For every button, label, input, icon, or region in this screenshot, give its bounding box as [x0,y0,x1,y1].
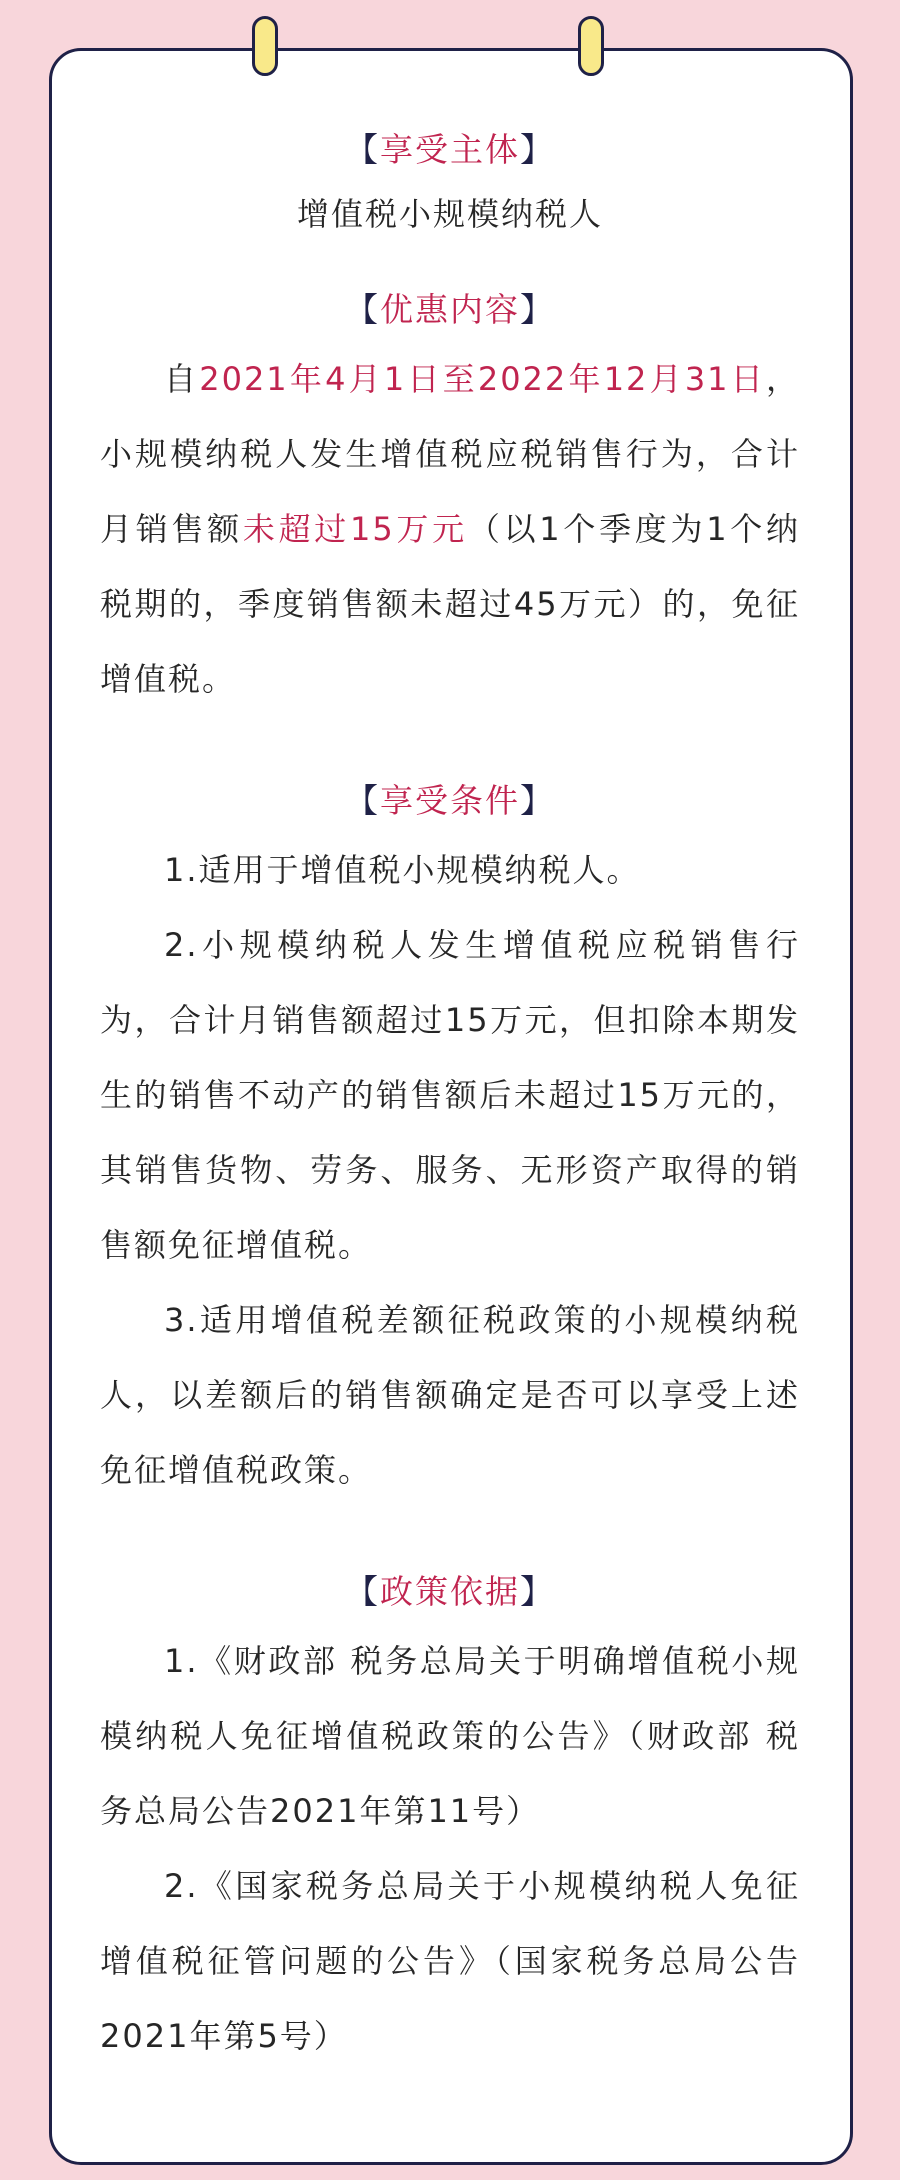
section-title-conditions: 享受条件 [380,781,520,820]
basis-item-2: 2.《国家税务总局关于小规模纳税人免征增值税征管问题的公告》（国家税务总局公告2021年第5号） [100,1867,800,2055]
basis-item-1: 1.《财政部 税务总局关于明确增值税小规模纳税人免征增值税政策的公告》（财政部 税务总局公告2021年第11号） [100,1642,800,1830]
content-text-b: ，小规模纳税人发生增值税应税销售行为，合计月销售额 [100,360,800,548]
section-title-content: 优惠内容 [380,290,520,329]
section-title-basis: 政策依据 [380,1572,520,1611]
content-date-range: 2021年4月1日至2022年12月31日 [199,360,766,398]
content-text-a: 自 [164,360,200,398]
section-title-subject: 享受主体 [380,130,520,169]
binder-clip-right [578,16,604,76]
content-sales-limit: 未超过15万元 [242,510,468,548]
subject-text: 增值税小规模纳税人 [296,195,603,233]
condition-item-1: 1.适用于增值税小规模纳税人。 [164,851,641,889]
condition-item-2: 2.小规模纳税人发生增值税应税销售行为，合计月销售额超过15万元，但扣除本期发生的销售不动产的销售额后未超过15万元的，其销售货物、劳务、服务、无形资产取得的销售额免征增值税。 [100,926,800,1264]
condition-item-3: 3.适用增值税差额征税政策的小规模纳税人，以差额后的销售额确定是否可以享受上述免征增值税政策。 [100,1301,800,1489]
policy-content [100,118,800,2074]
binder-clip-left [252,16,278,76]
section-heading-content: 【优惠内容】 [345,290,555,329]
content-text-c: （以1个季度为1个纳税期的，季度销售额未超过45万元）的，免征增值税。 [100,510,800,698]
content-paragraph [100,342,800,717]
section-heading-conditions: 【享受条件】 [345,781,555,820]
section-heading-basis: 【政策依据】 [345,1572,555,1611]
section-heading-subject: 【享受主体】 [345,130,555,169]
